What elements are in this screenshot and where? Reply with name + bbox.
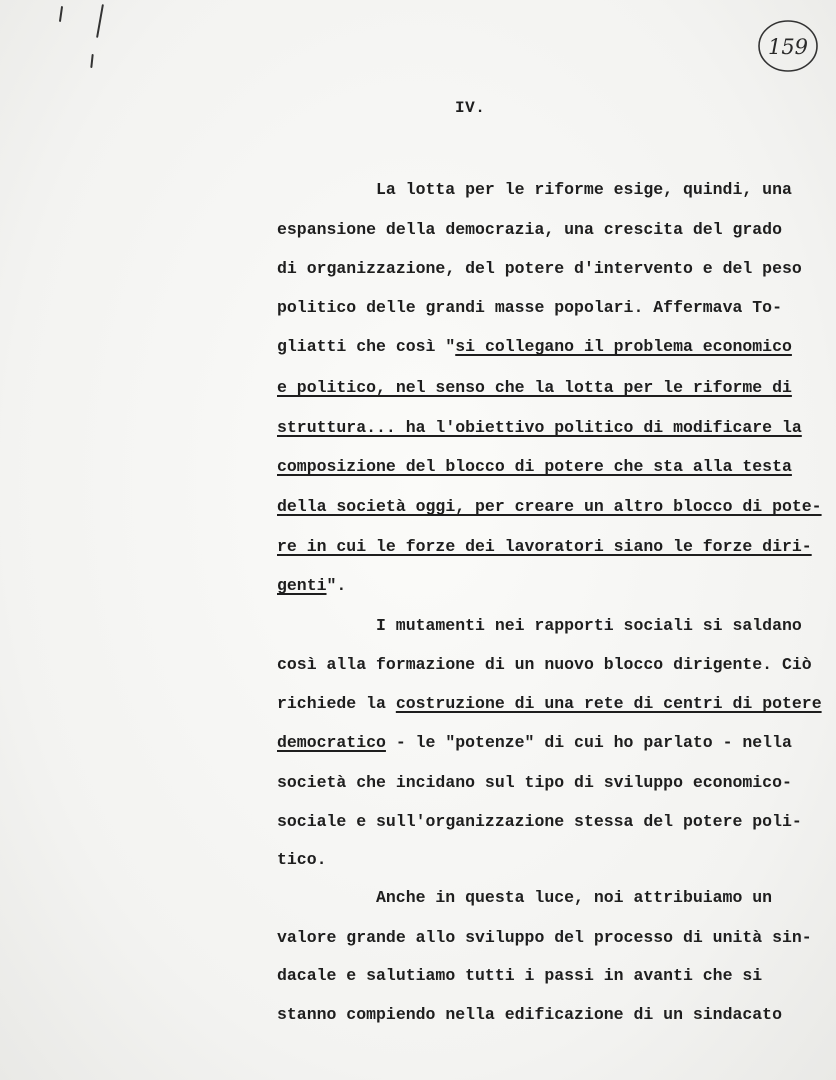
page-number: 159 — [767, 35, 809, 59]
text-line — [277, 418, 802, 438]
text-line — [277, 457, 792, 477]
text-line — [376, 180, 792, 200]
underlined-text: della società oggi, per creare un altro blocco di pote- — [277, 497, 822, 516]
text-line — [277, 259, 802, 279]
text-segment: gliatti che così " — [277, 337, 456, 356]
underlined-text: democratico — [277, 733, 386, 752]
text-segment: stanno compiendo nella edificazione di un sindacato — [277, 1005, 782, 1024]
text-segment: società che incidano sul tipo di sviluppo economico- — [277, 773, 792, 792]
text-line — [277, 378, 792, 398]
text-segment: espansione della democrazia, una crescita del grado — [277, 220, 782, 239]
text-line — [277, 655, 812, 675]
text-segment: valore grande allo sviluppo del processo di unità sin- — [277, 928, 812, 947]
text-segment: politico delle grandi masse popolari. Affermava To- — [277, 298, 782, 317]
text-line — [277, 298, 782, 318]
text-line — [277, 220, 782, 240]
section-heading: IV. — [455, 99, 486, 117]
text-line — [376, 888, 772, 908]
text-segment: dacale e salutiamo tutti i passi in avanti che si — [277, 966, 763, 985]
text-line — [277, 337, 792, 357]
underlined-text: composizione del blocco di potere che sta alla testa — [277, 457, 792, 476]
text-segment: - le "potenze" di cui ho parlato - nella — [385, 733, 792, 752]
text-line — [277, 576, 346, 596]
edge-mark-right — [96, 4, 104, 38]
text-line — [277, 773, 792, 793]
underlined-text: costruzione di una rete di centri di potere — [395, 694, 822, 713]
page-number-stamp — [757, 18, 819, 74]
underlined-text: e politico, nel senso che la lotta per le riforme di — [277, 378, 792, 397]
underlined-text: si collegano il problema economico — [455, 337, 792, 356]
text-segment: di organizzazione, del potere d'intervento e del peso — [277, 259, 802, 278]
text-segment: Anche in questa luce, noi attribuiamo un — [376, 888, 773, 907]
text-line — [277, 966, 762, 986]
text-segment: così alla formazione di un nuovo blocco dirigente. Ciò — [277, 655, 812, 674]
text-line — [277, 694, 822, 714]
text-segment: I mutamenti nei rapporti sociali si saldano — [376, 616, 802, 635]
underlined-text: genti — [277, 576, 327, 595]
edge-mark-left — [59, 6, 63, 22]
text-segment: sociale e sull'organizzazione stessa del potere poli- — [277, 812, 802, 831]
text-line — [277, 497, 822, 517]
underlined-text: struttura... ha l'obiettivo politico di modificare la — [277, 418, 802, 437]
text-segment: tico. — [277, 850, 327, 869]
text-line — [376, 616, 802, 636]
text-line — [277, 850, 327, 870]
text-segment: richiede la — [277, 694, 396, 713]
text-segment: La lotta per le riforme esige, quindi, una — [376, 180, 792, 199]
text-line — [277, 1005, 782, 1025]
text-segment: ". — [326, 576, 347, 595]
text-line — [277, 812, 802, 832]
edge-mark-dot — [90, 54, 93, 68]
text-line — [277, 537, 812, 557]
underlined-text: re in cui le forze dei lavoratori siano le forze diri- — [277, 537, 812, 556]
text-line — [277, 733, 792, 753]
text-line — [277, 928, 812, 948]
